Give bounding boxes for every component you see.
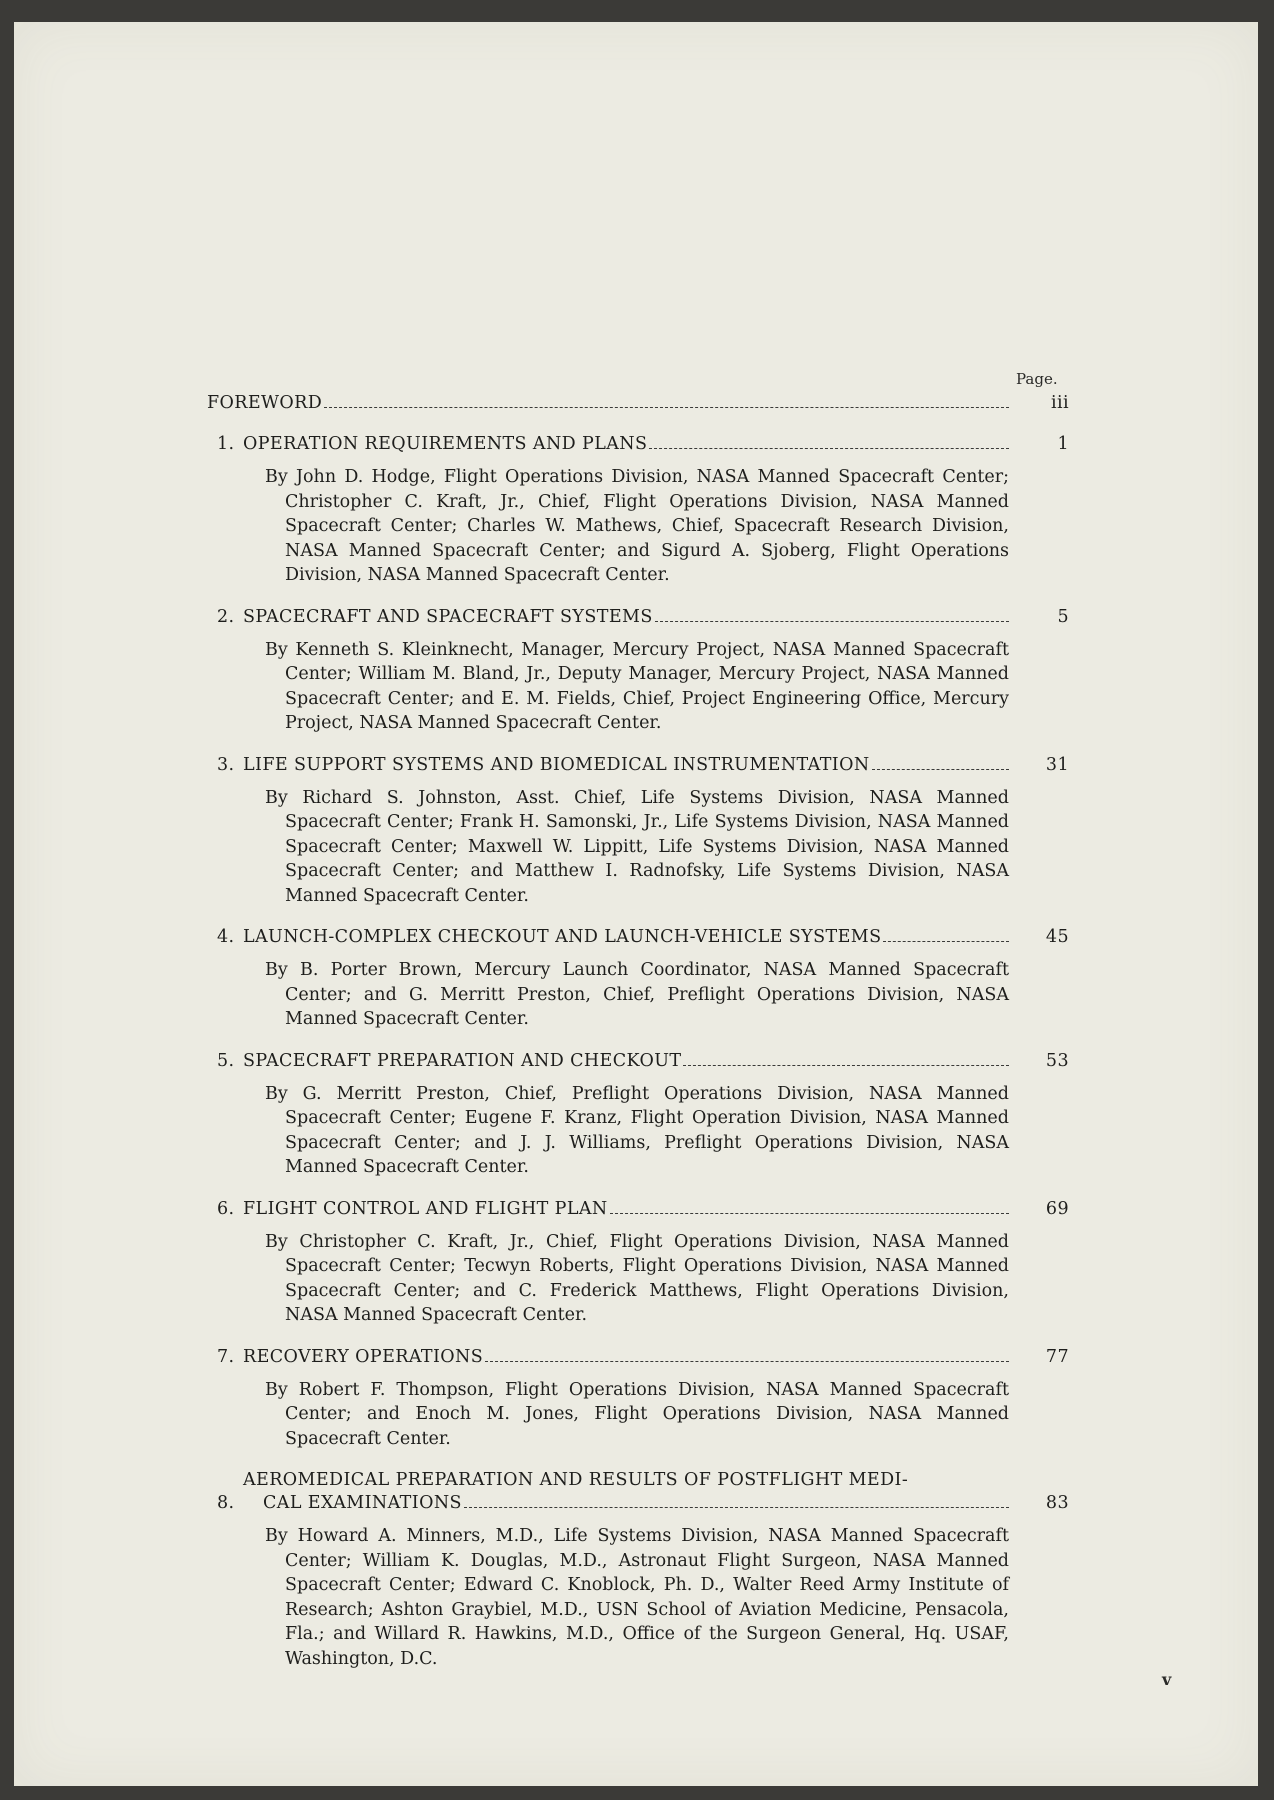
entry-title: LAUNCH-COMPLEX CHECKOUT AND LAUNCH-VEHICLE SYSTEMS xyxy=(243,927,882,947)
entry-number: 6. xyxy=(217,1198,235,1219)
entry-authors: By John D. Hodge, Flight Operations Division, NASA Manned Spacecraft Center; Christopher C. Kraft, Jr., Chief, Flight Operations Division, NASA Manned Spacecraft Center; Charles W. Mathews, Chief, Spacecraft Research Division, NASA Manned Spacecraft Center; and Sigurd A. Sjoberg, Flight Operations Division, NASA Manned Spacecraft Center. xyxy=(265,467,1009,585)
foreword-title: FOREWORD xyxy=(207,393,323,413)
entry-authors: By Christopher C. Kraft, Jr., Chief, Flight Operations Division, NASA Manned Spacecraft Center; Tecwyn Roberts, Flight Operations Division, NASA Manned Spacecraft Center; and C. Frederick Matthews, Flight Operations Division, NASA Manned Spacecraft Center. xyxy=(265,1231,1009,1325)
entry-number: 5. xyxy=(217,1050,235,1071)
entry-title: SPACECRAFT PREPARATION AND CHECKOUT xyxy=(243,1050,682,1071)
entry-authors: By Robert F. Thompson, Flight Operations Division, NASA Manned Spacecraft Center; and Enoch M. Jones, Flight Operations Division, NASA Manned Spacecraft Center. xyxy=(265,1379,1009,1449)
toc-entry-foreword xyxy=(207,392,1069,415)
toc-entry xyxy=(217,1050,1069,1180)
entry-page: 77 xyxy=(1045,1346,1069,1367)
dot-leader xyxy=(464,1507,1009,1508)
entry-number: 7. xyxy=(217,1346,235,1367)
entry-page: 83 xyxy=(1045,1493,1069,1513)
entry-number: 4. xyxy=(217,927,235,947)
entry-title: FLIGHT CONTROL AND FLIGHT PLAN xyxy=(243,1198,608,1219)
entry-page: 69 xyxy=(1045,1198,1069,1219)
toc-entry xyxy=(217,754,1069,909)
page-column-header: Page. xyxy=(1016,370,1058,388)
toc-entry xyxy=(217,1198,1069,1328)
entry-page: 5 xyxy=(1057,606,1069,627)
dot-leader xyxy=(872,769,1009,770)
entry-number: 2. xyxy=(217,606,235,627)
dot-leader xyxy=(655,621,1009,622)
foreword-page: iii xyxy=(1051,393,1069,413)
entry-page: 31 xyxy=(1045,754,1069,775)
entry-title: RECOVERY OPERATIONS xyxy=(243,1346,484,1367)
toc-entry xyxy=(217,433,1069,588)
page-folio: v xyxy=(1162,1670,1172,1689)
entry-title: OPERATION REQUIREMENTS AND PLANS xyxy=(243,434,648,454)
entry-page: 45 xyxy=(1045,927,1069,947)
entry-authors: By Kenneth S. Kleinknecht, Manager, Mercury Project, NASA Manned Spacecraft Center; William M. Bland, Jr., Deputy Manager, Mercury Project, NASA Manned Spacecraft Center; and E. M. Fields, Chief, Project Engineering Office, Mercury Project, NASA Manned Spacecraft Center. xyxy=(265,639,1009,733)
entry-number: 1. xyxy=(217,434,235,454)
entry-authors: By Richard S. Johnston, Asst. Chief, Life Systems Division, NASA Manned Spacecraft Center; Frank H. Samonski, Jr., Life Systems Division, NASA Manned Spacecraft Center; Maxwell W. Lippitt, Life Systems Division, NASA Manned Spacecraft Center; and Matthew I. Radnofsky, Life Systems Division, NASA Manned Spacecraft Center. xyxy=(265,787,1009,906)
dot-leader xyxy=(485,1361,1009,1362)
dot-leader xyxy=(883,941,1009,942)
table-of-contents xyxy=(207,392,1069,1689)
entry-number: 3. xyxy=(217,754,235,775)
entry-number: 8. xyxy=(217,1493,235,1513)
document-page xyxy=(14,22,1258,1786)
dot-leader xyxy=(683,1065,1009,1066)
entry-title: SPACECRAFT AND SPACECRAFT SYSTEMS xyxy=(243,606,653,627)
toc-entry xyxy=(217,606,1069,736)
dot-leader xyxy=(324,407,1009,408)
entry-authors: By B. Porter Brown, Mercury Launch Coordinator, NASA Manned Spacecraft Center; and G. Merritt Preston, Chief, Preflight Operations Division, NASA Manned Spacecraft Center. xyxy=(265,960,1009,1029)
entry-title: LIFE SUPPORT SYSTEMS AND BIOMEDICAL INSTRUMENTATION xyxy=(243,754,870,775)
entry-authors: By G. Merritt Preston, Chief, Preflight Operations Division, NASA Manned Spacecraft Center; Eugene F. Kranz, Flight Operation Division, NASA Manned Spacecraft Center; and J. J. Williams, Preflight Operations Division, NASA Manned Spacecraft Center. xyxy=(265,1083,1009,1177)
toc-entry xyxy=(217,926,1069,1032)
dot-leader xyxy=(649,448,1009,449)
entry-title: AEROMEDICAL PREPARATION AND RESULTS OF POSTFLIGHT MEDI- xyxy=(243,1470,909,1490)
toc-entry xyxy=(217,1469,1069,1671)
entry-title-continued: CAL EXAMINATIONS xyxy=(263,1493,462,1513)
entry-authors: By Howard A. Minners, M.D., Life Systems Division, NASA Manned Spacecraft Center; William K. Douglas, M.D., Astronaut Flight Surgeon, NASA Manned Spacecraft Center; Edward C. Knoblock, Ph. D., Walter Reed Army Institute of Research; Ashton Graybiel, M.D., USN School of Aviation Medicine, Pensacola, Fla.; and Willard R. Hawkins, M.D., Office of the Surgeon General, Hq. USAF, Washington, D.C. xyxy=(265,1526,1009,1669)
dot-leader xyxy=(610,1213,1009,1214)
entry-page: 1 xyxy=(1057,434,1069,454)
toc-entry xyxy=(217,1346,1069,1452)
entry-page: 53 xyxy=(1045,1050,1069,1071)
